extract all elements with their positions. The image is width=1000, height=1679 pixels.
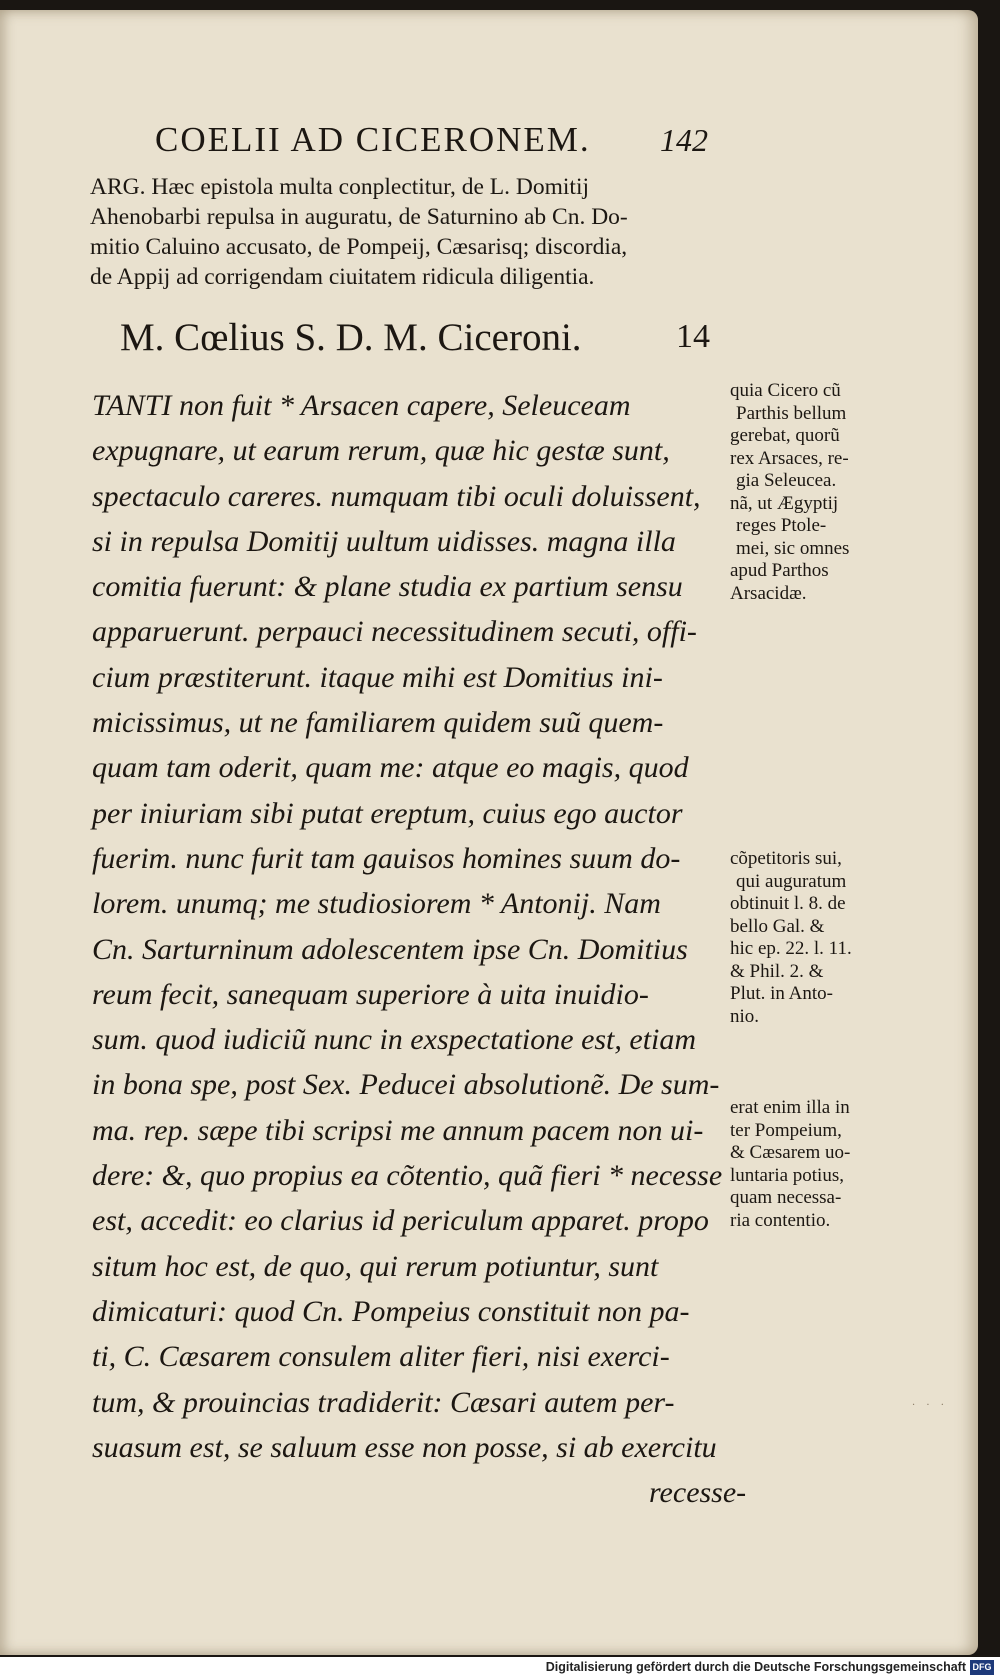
body-line: quam tam oderit, quam me: atque eo magis, quod bbox=[92, 751, 689, 785]
body-line: ma. rep. sæpe tibi scripsi me annum pacem non ui- bbox=[92, 1113, 704, 1147]
body-line: in bona spe, post Sex. Peducei absolutionẽ. De sum- bbox=[92, 1068, 720, 1102]
body-line: per iniuriam sibi putat ereptum, cuius ego auctor bbox=[92, 796, 683, 830]
margin-note-line: nio. bbox=[730, 1005, 760, 1027]
argument-line: ARG. Hæc epistola multa conplectitur, de L. Domitij bbox=[90, 174, 589, 200]
body-line: est, accedit: eo clarius id periculum apparet. propo bbox=[92, 1204, 709, 1238]
margin-note-arsaces bbox=[730, 380, 930, 605]
letter-heading: M. Cœlius S. D. M. Ciceroni. bbox=[120, 316, 582, 359]
body-line: situm hoc est, de quo, qui rerum potiuntur, sunt bbox=[92, 1249, 659, 1283]
margin-note-line: apud Parthos bbox=[730, 560, 829, 581]
body-line: suasum est, se saluum esse non posse, si ab exercitu bbox=[92, 1430, 717, 1464]
body-line: tum, & prouincias tradiderit: Cæsari autem per- bbox=[92, 1385, 675, 1419]
margin-note-line: Plut. in Anto- bbox=[730, 983, 833, 1004]
margin-note-line: hic ep. 22. l. 11. bbox=[730, 938, 852, 959]
body-line: ti, C. Cæsarem consulem aliter fieri, nisi exerci- bbox=[92, 1340, 670, 1374]
body-line: dimicaturi: quod Cn. Pompeius constituit non pa- bbox=[92, 1294, 690, 1328]
body-line: dere: &, quo propius ea cõtentio, quã fieri * necesse bbox=[92, 1159, 723, 1193]
page-number: 142 bbox=[660, 122, 708, 158]
argument-summary bbox=[90, 172, 740, 292]
body-line: lorem. unumq; me studiosiorem * Antonij. Nam bbox=[92, 887, 661, 921]
margin-note-line: reges Ptole- bbox=[736, 515, 827, 536]
margin-note-line: ter Pompeium, bbox=[730, 1119, 842, 1141]
body-line: TANTI non fuit * Arsacen capere, Seleuceam bbox=[92, 389, 631, 422]
running-head bbox=[155, 122, 715, 157]
paper-specks: · · · bbox=[912, 1400, 948, 1411]
margin-note-line: gia Seleucea. bbox=[736, 470, 837, 491]
margin-note-line: nã, ut Ægyptij bbox=[730, 492, 839, 514]
margin-note-line: & Phil. 2. & bbox=[730, 960, 824, 982]
digitization-footer bbox=[0, 1657, 1000, 1679]
margin-note-contention bbox=[730, 1097, 930, 1232]
margin-note-line: erat enim illa in bbox=[730, 1097, 850, 1118]
body-line: micissimus, ut ne familiarem quidem suũ quem- bbox=[92, 706, 664, 740]
margin-note-line: & Cæsarem uo- bbox=[730, 1142, 851, 1163]
margin-note-line: quam necessa- bbox=[730, 1187, 842, 1208]
margin-note-line: Arsacidæ. bbox=[730, 582, 807, 604]
margin-note-line: Parthis bellum bbox=[736, 402, 847, 424]
margin-note-line: bello Gal. & bbox=[730, 915, 825, 937]
margin-note-line: luntaria potius, bbox=[730, 1164, 844, 1186]
margin-note-line: rex Arsaces, re- bbox=[730, 447, 849, 469]
footer-credit: Digitalisierung gefördert durch die Deutsche Forschungsgemeinschaft bbox=[545, 1660, 966, 1674]
dfg-logo-icon: DFG bbox=[970, 1660, 994, 1675]
argument-line: mitio Caluino accusato, de Pompeij, Cæsarisq; discordia, bbox=[90, 234, 628, 260]
margin-note-line: quia Cicero cũ bbox=[730, 380, 841, 401]
margin-note-line: gerebat, quorũ bbox=[730, 425, 840, 446]
body-line: cium præstiterunt. itaque mihi est Domitius ini- bbox=[92, 660, 663, 694]
margin-note-line: ria contentio. bbox=[730, 1209, 831, 1231]
body-line: apparuerunt. perpauci necessitudinem secuti, offi- bbox=[92, 615, 697, 649]
margin-note-line: mei, sic omnes bbox=[736, 537, 850, 559]
book-page bbox=[0, 10, 978, 1655]
margin-note-competitor bbox=[730, 848, 930, 1028]
body-line: expugnare, ut earum rerum, quæ hic gestæ sunt, bbox=[92, 434, 670, 468]
body-line: reum fecit, sanequam superiore à uita inuidio- bbox=[92, 977, 649, 1011]
argument-line: Ahenobarbi repulsa in auguratu, de Saturnino ab Cn. Do- bbox=[90, 204, 628, 230]
body-line: recesse- bbox=[649, 1476, 747, 1510]
body-line: fuerim. nunc furit tam gauisos homines suum do- bbox=[92, 841, 681, 875]
running-head-title: COELII AD CICERONEM. bbox=[155, 120, 591, 159]
letter-number: 14 bbox=[676, 318, 710, 355]
margin-note-line: cõpetitoris sui, bbox=[730, 848, 842, 869]
body-line: sum. quod iudiciũ nunc in exspectatione est, etiam bbox=[92, 1023, 697, 1057]
body-line: si in repulsa Domitij uultum uidisses. magna illa bbox=[92, 524, 676, 558]
margin-note-line: obtinuit l. 8. de bbox=[730, 893, 846, 914]
body-line: Cn. Sarturninum adolescentem ipse Cn. Domitius bbox=[92, 932, 688, 966]
body-line: spectaculo careres. numquam tibi oculi doluissent, bbox=[92, 479, 701, 513]
body-line: comitia fuerunt: & plane studia ex partium sensu bbox=[92, 570, 683, 604]
argument-line: de Appij ad corrigendam ciuitatem ridicula diligentia. bbox=[90, 264, 595, 290]
margin-note-line: qui auguratum bbox=[736, 870, 847, 892]
